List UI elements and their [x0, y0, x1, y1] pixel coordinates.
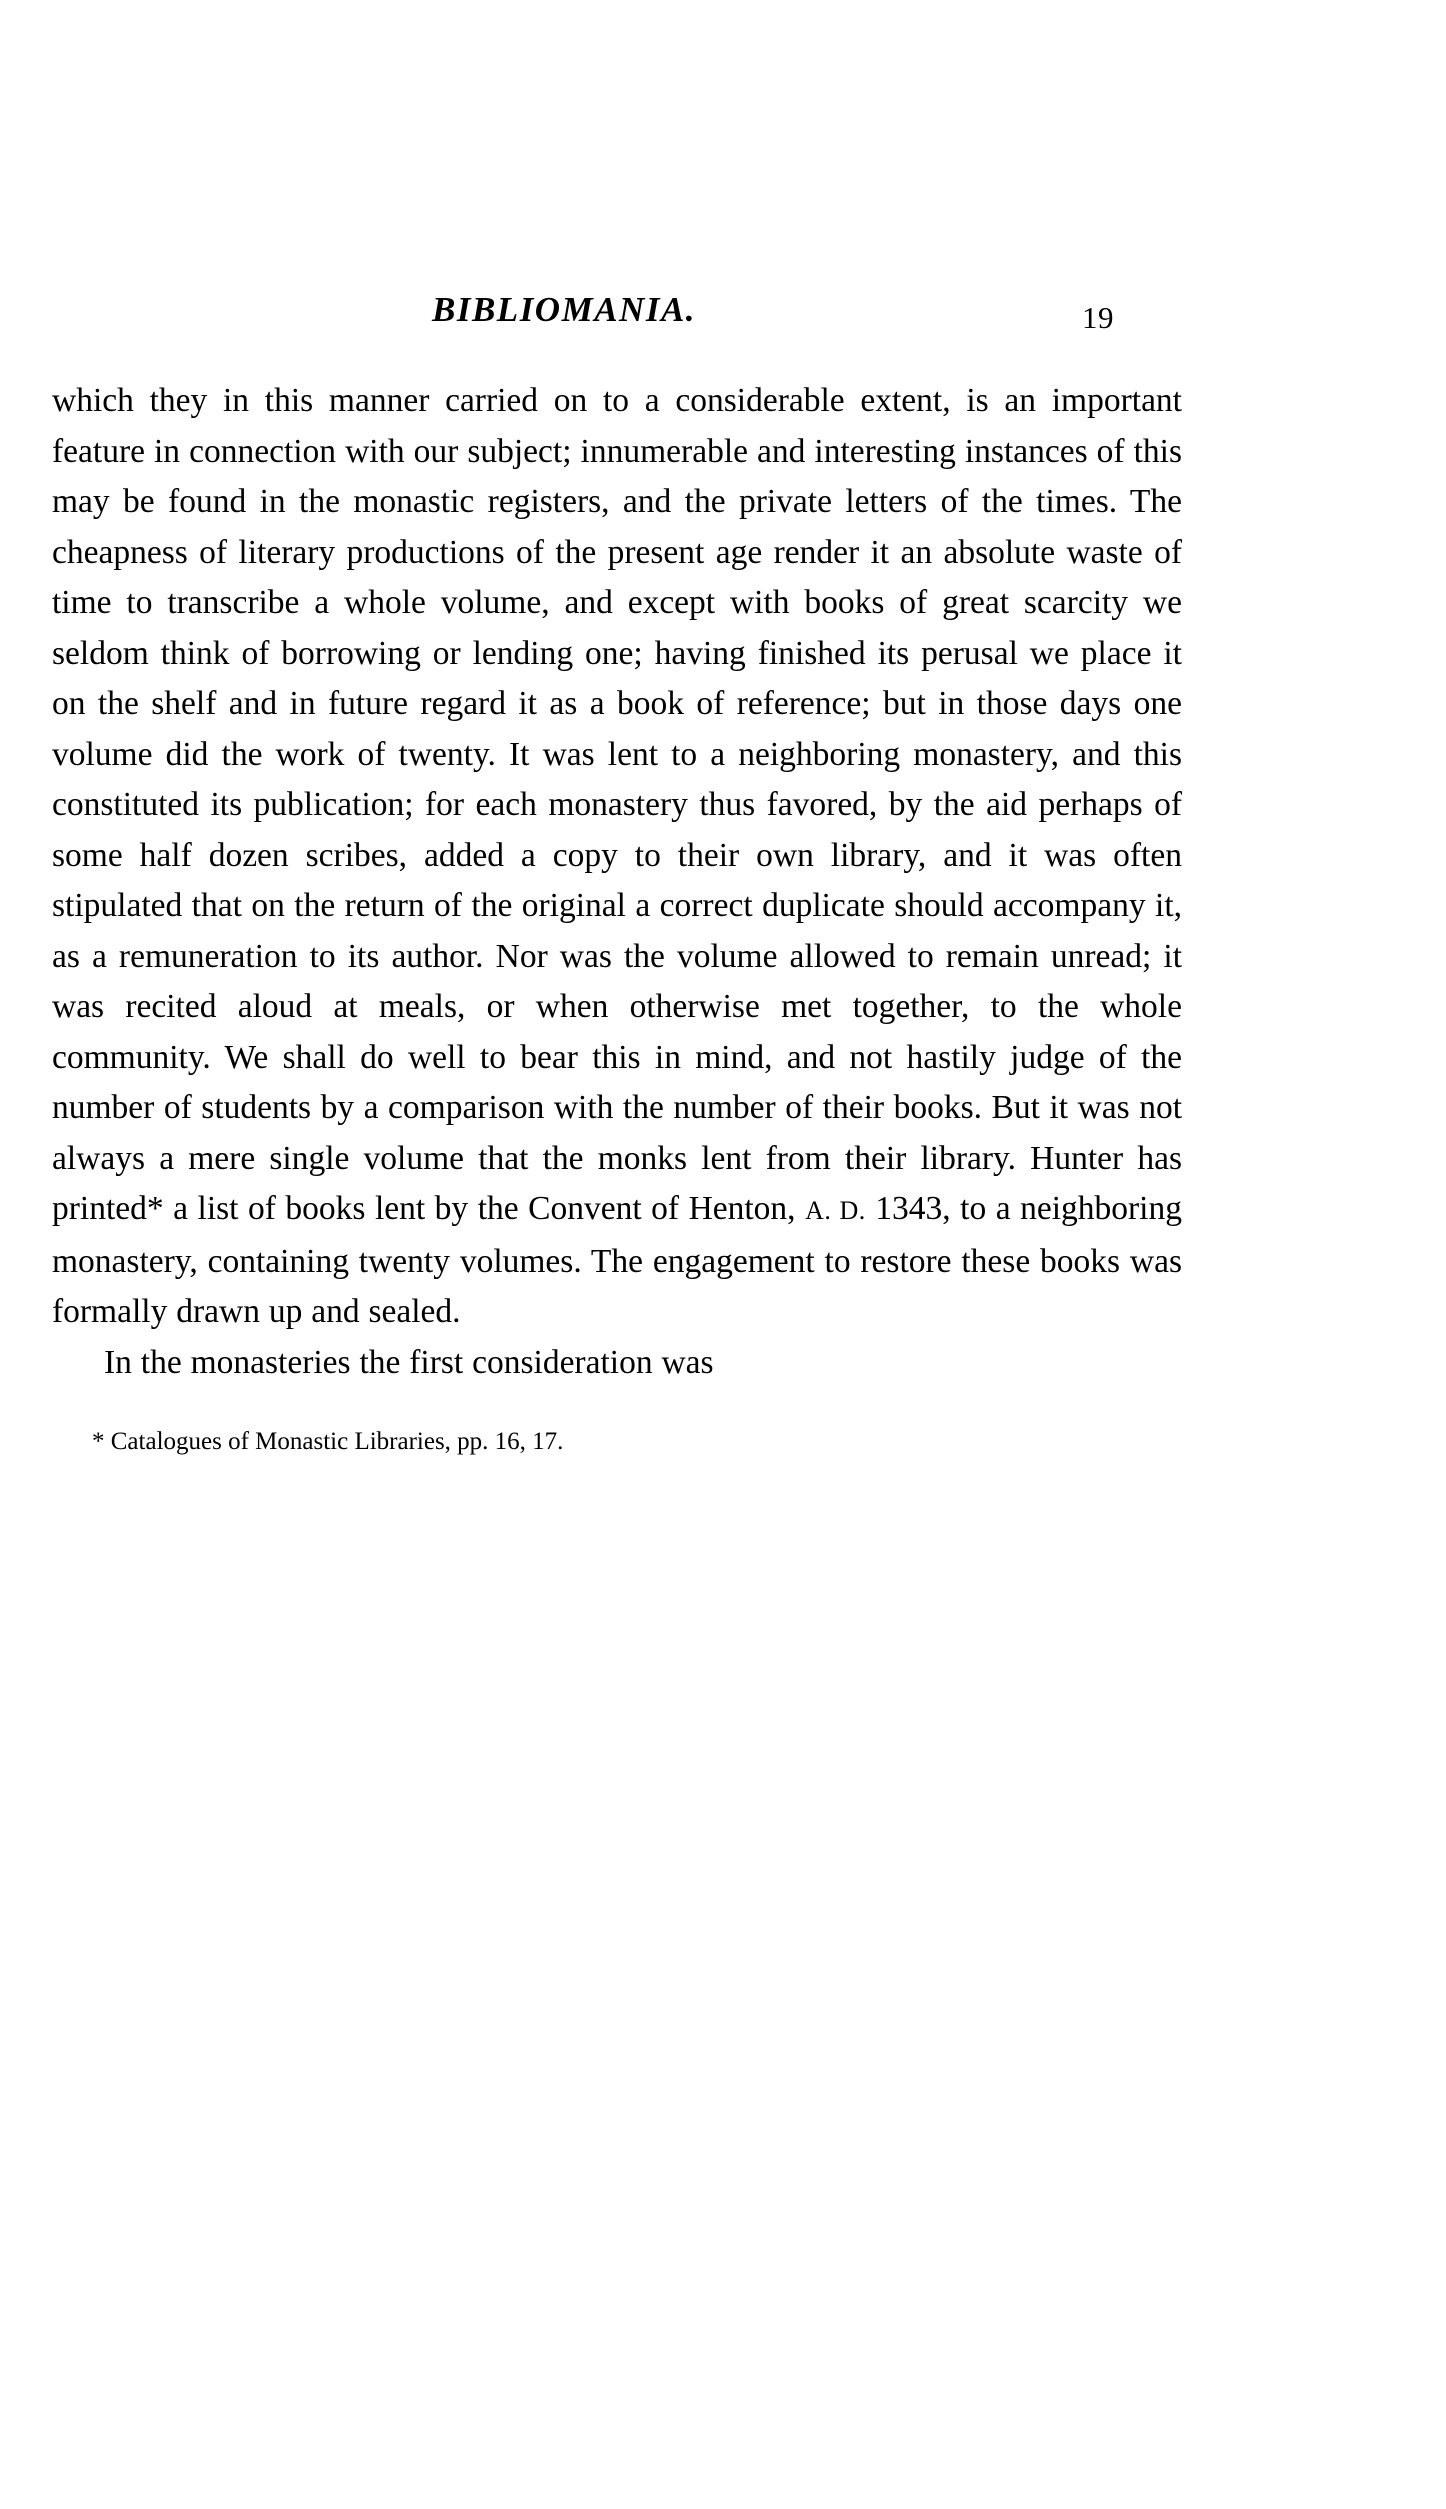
paragraph-continued [52, 376, 1182, 1338]
running-head-title: BIBLIOMANIA. [432, 290, 697, 329]
footnote [52, 1426, 1182, 1458]
footnote-reference-marker: * [146, 1190, 164, 1227]
paragraph-1-continuation: a list of books lent by the Convent of Henton, [163, 1190, 796, 1227]
paragraph-2: In the monasteries the first consideration was [104, 1343, 714, 1381]
paragraph-1-tail: 1343, to a neighboring monastery, containing twenty volumes. The engagement to restore these books was formally drawn up and sealed. [52, 1190, 1182, 1330]
footnote-text: Catalogues of Monastic Libraries, pp. 16, 17. [104, 1428, 564, 1455]
paragraph-1-text: which they in this manner carried on to a considerable extent, is an important feature in connection with our subject; innumerable and interesting instances of this may be found in the monastic registers, and the private letters of the times. The cheapness of literary productions of the present age render it an absolute waste of time to transcribe a whole volume, and except with books of great scarcity we seldom think of borrowing or lending one; having finished its perusal we place it on the shelf and in future regard it as a book of reference; but in those days one volume did the work of twenty. It was lent to a neighboring monastery, and this constituted its publication; for each monastery thus favored, by the aid perhaps of some half dozen scribes, added a copy to their own library, and it was often stipulated that on the return of the original a correct duplicate should accompany it, as a remuneration to its author. Nor was the volume allowed to remain unread; it was recited aloud at meals, or when otherwise met together, to the whole community. We shall do well to bear this in mind, and not hastily judge of the number of students by a comparison with the number of their books. But it was not always a mere single volume that the monks lent from their library. Hunter has printed [52, 382, 1182, 1227]
footnote-divider [52, 1388, 1182, 1406]
page-number: 19 [1082, 300, 1114, 335]
body-text [52, 376, 1182, 1388]
page-content [52, 290, 1182, 1458]
running-head [52, 290, 1182, 350]
date-smallcaps: A. D. [805, 1196, 866, 1225]
footnote-marker: * [92, 1428, 105, 1455]
